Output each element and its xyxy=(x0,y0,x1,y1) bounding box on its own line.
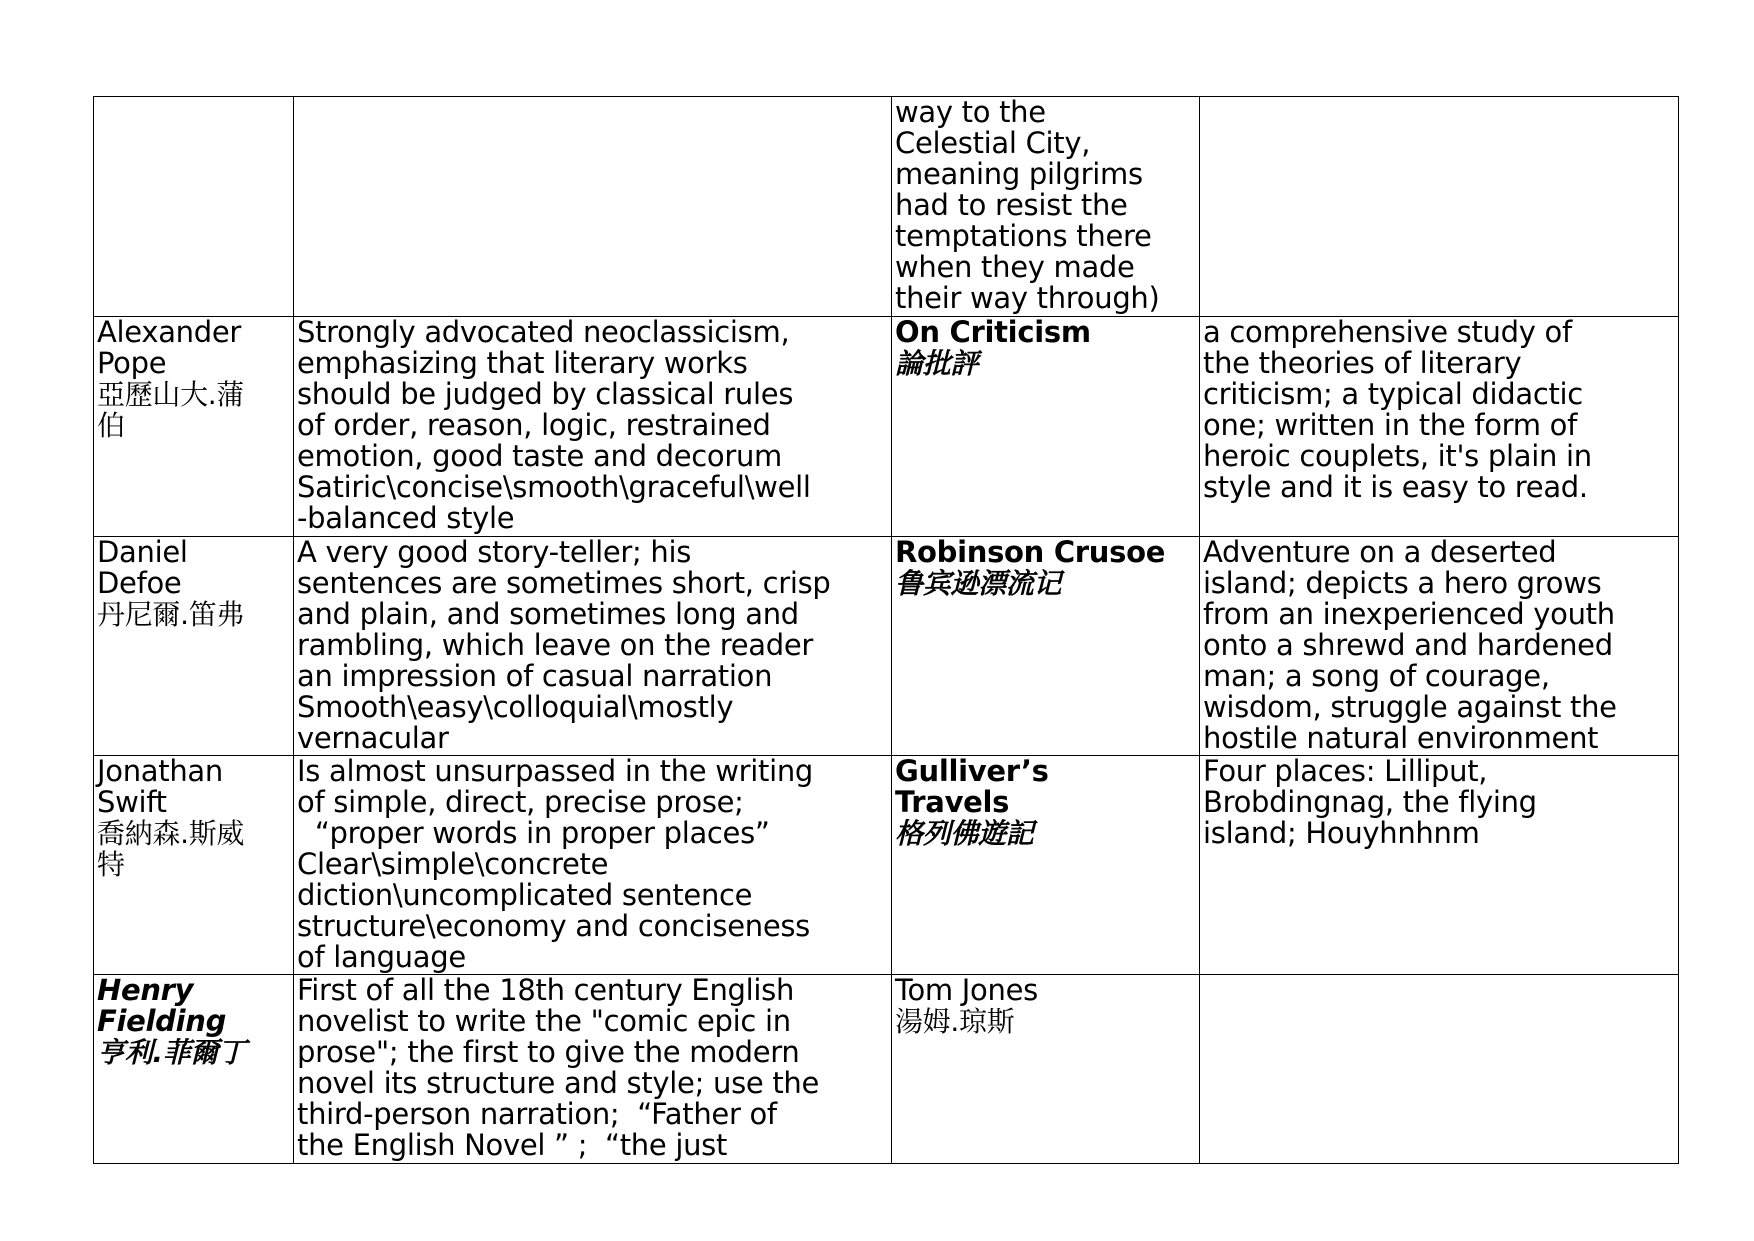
style-text: Strongly advocated neoclassicism, xyxy=(297,316,790,349)
notes-text: wisdom, struggle against the xyxy=(1203,690,1617,724)
notes-text: from an inexperienced youth xyxy=(1203,597,1615,631)
author-name: Alexander xyxy=(97,316,242,349)
work-title: Robinson Crusoe xyxy=(895,536,1166,569)
notes-text: island; depicts a hero grows xyxy=(1203,566,1602,600)
style-text: Satiric\concise\smooth\graceful\well xyxy=(297,470,811,504)
style-text: of simple, direct, precise prose; xyxy=(297,785,744,819)
work-text: had to resist the xyxy=(895,188,1128,222)
notes-text: Brobdingnag, the flying xyxy=(1203,785,1537,819)
style-text: structure\economy and conciseness xyxy=(297,909,810,943)
table-row xyxy=(94,756,1679,975)
author-name-zh: 伯 xyxy=(97,409,125,442)
notes-text: criticism; a typical didactic xyxy=(1203,377,1583,411)
author-cell xyxy=(94,756,294,975)
notes-cell xyxy=(1200,97,1679,317)
style-text: should be judged by classical rules xyxy=(297,377,794,411)
author-cell xyxy=(94,317,294,537)
work-title: Tom Jones xyxy=(895,974,1038,1007)
style-cell xyxy=(294,97,892,317)
style-cell xyxy=(294,756,892,975)
work-cell xyxy=(892,317,1200,537)
notes-text: one; written in the form of xyxy=(1203,408,1577,442)
author-name: Swift xyxy=(97,785,167,819)
work-title-zh: 論批評 xyxy=(895,347,979,380)
notes-text: island; Houyhnhnm xyxy=(1203,816,1480,850)
author-name-zh: 亞歷山大.蒲 xyxy=(97,378,245,411)
author-name-zh: 喬納森.斯威 xyxy=(97,817,245,850)
author-name: Henry xyxy=(97,974,194,1007)
style-text: third-person narration; “Father of xyxy=(297,1097,777,1131)
work-title-zh: 湯姆.琼斯 xyxy=(895,1005,1015,1038)
style-text: Clear\simple\concrete xyxy=(297,847,609,881)
style-cell xyxy=(294,975,892,1164)
style-text: rambling, which leave on the reader xyxy=(297,628,814,662)
work-title: Travels xyxy=(895,785,1010,819)
literature-table xyxy=(93,96,1679,1164)
style-text: sentences are sometimes short, crisp xyxy=(297,566,831,600)
style-text: an impression of casual narration xyxy=(297,659,773,693)
notes-text: hostile natural environment xyxy=(1203,721,1599,755)
work-text: meaning pilgrims xyxy=(895,157,1143,191)
notes-text: onto a shrewd and hardened xyxy=(1203,628,1613,662)
notes-cell xyxy=(1200,975,1679,1164)
style-text: of language xyxy=(297,940,466,974)
notes-cell xyxy=(1200,756,1679,975)
work-text: temptations there xyxy=(895,219,1152,253)
notes-text: a comprehensive study of xyxy=(1203,316,1572,349)
author-name-zh: 亨利.菲爾丁 xyxy=(97,1036,246,1069)
work-cell xyxy=(892,537,1200,756)
work-cell xyxy=(892,756,1200,975)
notes-text: Adventure on a deserted xyxy=(1203,536,1557,569)
work-title: On Criticism xyxy=(895,316,1091,349)
table-row xyxy=(94,97,1679,317)
style-text: of order, reason, logic, restrained xyxy=(297,408,771,442)
author-name: Jonathan xyxy=(97,755,223,788)
style-text: Smooth\easy\colloquial\mostly xyxy=(297,690,734,724)
style-text: emphasizing that literary works xyxy=(297,346,748,380)
author-cell xyxy=(94,537,294,756)
style-text: vernacular xyxy=(297,721,449,755)
table-row xyxy=(94,537,1679,756)
style-cell xyxy=(294,317,892,537)
work-text: their way through) xyxy=(895,281,1160,315)
style-text: diction\uncomplicated sentence xyxy=(297,878,753,912)
author-name-zh: 丹尼爾.笛弗 xyxy=(97,598,245,631)
notes-cell xyxy=(1200,537,1679,756)
style-text: the English Novel ” ; “the just xyxy=(297,1128,728,1162)
table-row xyxy=(94,975,1679,1164)
style-text: “proper words in proper places” xyxy=(297,816,770,850)
work-text: when they made xyxy=(895,250,1135,284)
table-row xyxy=(94,317,1679,537)
style-text: novel its structure and style; use the xyxy=(297,1066,820,1100)
author-name: Defoe xyxy=(97,566,182,600)
style-text: and plain, and sometimes long and xyxy=(297,597,799,631)
author-cell xyxy=(94,97,294,317)
work-title-zh: 格列佛遊記 xyxy=(895,817,1034,850)
notes-text: the theories of literary xyxy=(1203,346,1522,380)
work-title-zh: 鲁宾逊漂流记 xyxy=(895,567,1062,600)
style-text: First of all the 18th century English xyxy=(297,974,795,1007)
notes-text: man; a song of courage, xyxy=(1203,659,1550,693)
notes-text: style and it is easy to read. xyxy=(1203,470,1588,504)
work-cell xyxy=(892,975,1200,1164)
author-cell xyxy=(94,975,294,1164)
style-text: emotion, good taste and decorum xyxy=(297,439,782,473)
notes-text: heroic couplets, it's plain in xyxy=(1203,439,1592,473)
style-text: -balanced style xyxy=(297,501,515,535)
author-name: Pope xyxy=(97,346,167,380)
style-text: A very good story-teller; his xyxy=(297,536,692,569)
author-name: Daniel xyxy=(97,536,188,569)
author-name-zh: 特 xyxy=(97,848,125,881)
work-title: Gulliver’s xyxy=(895,755,1049,788)
notes-cell xyxy=(1200,317,1679,537)
style-text: Is almost unsurpassed in the writing xyxy=(297,755,814,788)
work-text: Celestial City, xyxy=(895,126,1091,160)
style-cell xyxy=(294,537,892,756)
work-cell xyxy=(892,97,1200,317)
author-name: Fielding xyxy=(97,1004,227,1038)
style-text: prose"; the first to give the modern xyxy=(297,1035,800,1069)
work-text: way to the xyxy=(895,96,1046,129)
style-text: novelist to write the "comic epic in xyxy=(297,1004,791,1038)
notes-text: Four places: Lilliput, xyxy=(1203,755,1488,788)
